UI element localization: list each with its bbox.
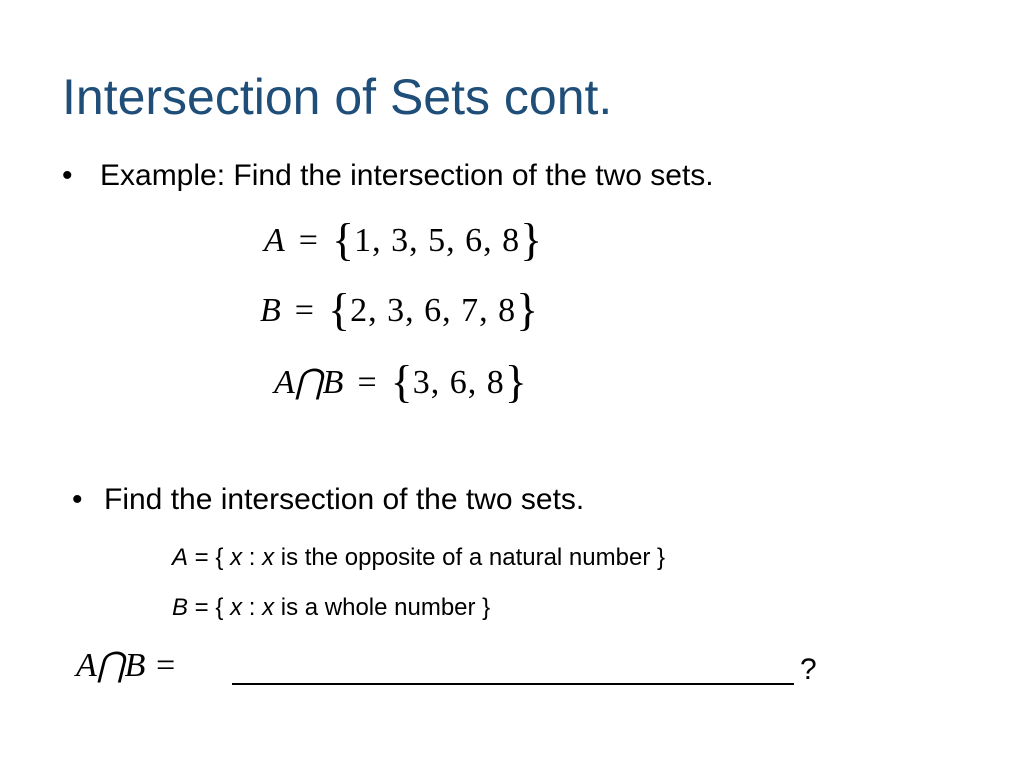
equals-sign: =	[298, 222, 318, 259]
set-a-label: A	[264, 222, 285, 259]
brace-close: }	[520, 214, 543, 265]
equals-sign: =	[294, 292, 314, 329]
bullet-marker: •	[62, 159, 73, 192]
set-b-x2: x	[262, 594, 275, 621]
brace-close: }	[504, 356, 527, 407]
set-b-elements: 2, 3, 6, 7, 8	[350, 292, 517, 329]
intersection-elements: 3, 6, 8	[412, 364, 505, 401]
intersection-equation	[274, 356, 527, 407]
brace-open: {	[327, 284, 351, 335]
exercise-bullet	[72, 480, 584, 520]
brace-open: {	[390, 356, 413, 407]
set-b-x: x	[230, 594, 243, 621]
exercise-set-a	[172, 542, 665, 574]
answer-blank-line[interactable]	[232, 683, 794, 685]
example-bullet	[62, 156, 714, 196]
set-a-description: is the opposite of a natural number }	[274, 544, 665, 571]
bullet-marker: •	[72, 483, 83, 516]
question-mark: ?	[800, 653, 817, 686]
set-b-var: B	[172, 594, 189, 621]
equals-sign: =	[357, 364, 377, 401]
set-b-description: is a whole number }	[274, 594, 491, 621]
set-b-label: B	[260, 292, 281, 329]
example-text: Example: Find the intersection of the two sets.	[100, 159, 714, 192]
answer-label-text: A⋂B =	[76, 647, 177, 684]
set-a-x2: x	[262, 544, 275, 571]
intersection-label: A⋂B	[274, 364, 344, 401]
exercise-set-b	[172, 592, 490, 624]
exercise-text: Find the intersection of the two sets.	[104, 483, 585, 516]
set-a-colon: :	[242, 544, 263, 571]
set-a-open: = {	[188, 544, 231, 571]
set-a-equation	[264, 214, 543, 265]
set-b-colon: :	[242, 594, 263, 621]
set-a-var: A	[172, 544, 189, 571]
set-a-elements: 1, 3, 5, 6, 8	[354, 222, 521, 259]
brace-close: }	[516, 284, 539, 335]
set-a-x: x	[230, 544, 243, 571]
set-b-equation	[260, 284, 539, 335]
answer-label	[76, 646, 177, 686]
slide-title: Intersection of Sets cont.	[62, 69, 613, 125]
brace-open: {	[331, 214, 355, 265]
set-b-open: = {	[188, 594, 231, 621]
